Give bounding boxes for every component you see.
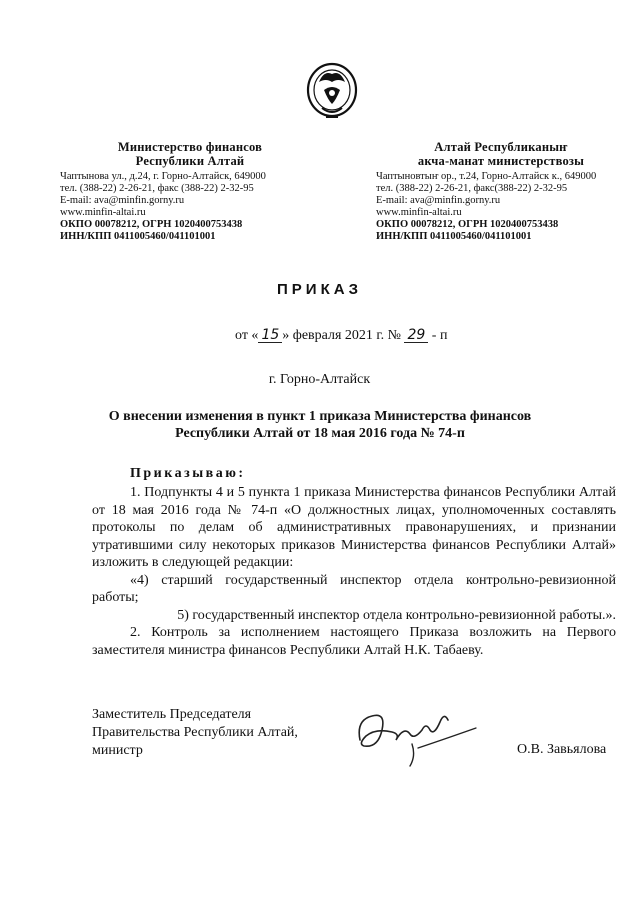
order-title: ПРИКАЗ <box>277 281 362 298</box>
paragraph-1: 1. Подпункты 4 и 5 пункта 1 приказа Министерства финансов Республики Алтай от 18 мая 2016 года № 74-п «О должностных лицах, уполномоченных составлять протоколы по делам об административных правонарушениях, и признании утратившими силу некоторых приказов Министерства финансов Республики Алтай» изложить в следующей редакции: <box>92 485 616 570</box>
paragraph-4: 2. Контроль за исполнением настоящего Приказа возложить на Первого заместителя министра финансов Республики Алтай Н.К. Табаеву. <box>92 625 616 658</box>
position-line3: министр <box>92 743 143 758</box>
order-date-line <box>235 328 447 344</box>
order-body <box>92 484 616 659</box>
okpo-alt: ОКПО 00078212, ОГРН 1020400753438 <box>376 219 559 230</box>
position-line1: Заместитель Председателя <box>92 707 252 722</box>
address-ru: Чаптынова ул., д.24, г. Горно-Алтайск, 649000 <box>60 171 266 182</box>
order-day-handwritten: 15 <box>258 328 282 343</box>
subject-line2: Республики Алтай от 18 мая 2016 года № 74-п <box>175 426 465 441</box>
order-number-handwritten: 29 <box>404 328 428 343</box>
ministry-title-ru-line2: Республики Алтай <box>135 154 245 168</box>
ministry-title-alt-line1: Алтай Республиканыҥ <box>434 140 568 154</box>
inn-alt: ИНН/КПП 0411005460/041101001 <box>376 231 532 242</box>
paragraph-2: «4) старший государственный инспектор отдела контрольно-ревизионной работы; <box>92 572 616 605</box>
order-city: г. Горно-Алтайск <box>268 372 371 387</box>
header-right-alt <box>376 140 626 243</box>
signatory-position <box>92 706 298 760</box>
okpo-ru: ОКПО 00078212, ОГРН 1020400753438 <box>60 219 243 230</box>
email-alt: E-mail: ava@minfin.gorny.ru <box>376 195 501 206</box>
ministry-title-ru-line1: Министерство финансов <box>117 140 263 154</box>
paragraph-3: 5) государственный инспектор отдела контрольно-ревизионной работы.». <box>177 607 616 623</box>
subject-line1: О внесении изменения в пункт 1 приказа Министерства финансов <box>108 409 532 424</box>
signatory-name: О.В. Завьялова <box>517 742 607 757</box>
position-line2: Правительства Республики Алтай, <box>92 725 298 740</box>
phone-alt: тел. (388-22) 2-26-21, факс(388-22) 2-32-95 <box>376 183 568 194</box>
number-suffix: - п <box>431 328 448 343</box>
website-ru: www.minfin-altai.ru <box>60 207 146 218</box>
website-alt: www.minfin-altai.ru <box>376 207 462 218</box>
phone-ru: тел. (388-22) 2-26-21, факс (388-22) 2-32-95 <box>60 183 254 194</box>
email-ru: E-mail: ava@minfin.gorny.ru <box>60 195 185 206</box>
address-alt: Чаптыновтыҥ ор., т.24, Горно-Алтайск к., 649000 <box>376 171 597 182</box>
inn-ru: ИНН/КПП 0411005460/041101001 <box>60 231 216 242</box>
date-prefix: от « <box>235 328 259 343</box>
coat-of-arms-emblem <box>302 60 362 124</box>
ministry-title-alt-line2: акча-манат министерствозы <box>417 154 585 168</box>
directive-heading: Приказываю: <box>130 466 246 481</box>
header-left-ru <box>60 140 320 243</box>
handwritten-signature <box>352 700 482 770</box>
order-subject <box>90 408 550 442</box>
date-middle: » февраля 2021 г. № <box>282 328 401 343</box>
